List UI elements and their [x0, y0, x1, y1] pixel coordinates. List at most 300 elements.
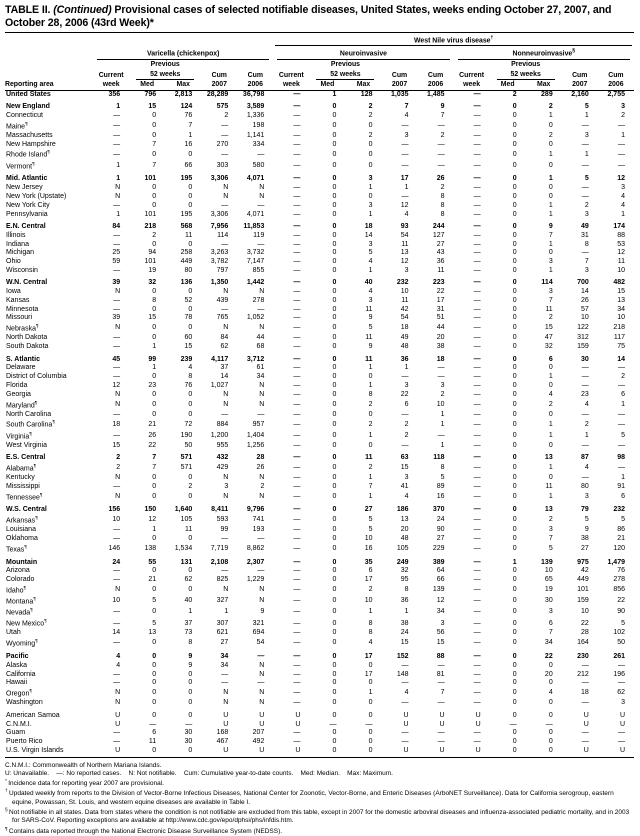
value-cell: — [581, 661, 589, 669]
value-cell: — [293, 364, 301, 372]
value-cell: — [293, 175, 301, 183]
value-cell: 0 [512, 586, 517, 594]
weeks52-label: 52 weeks [490, 69, 562, 80]
value-cell: 11 [365, 454, 373, 462]
group-neuroinvasive: Neuroinvasive [273, 46, 453, 59]
value-cell: 8 [440, 192, 445, 200]
footnote-marker: § [5, 808, 10, 814]
value-cell: 0 [512, 738, 517, 746]
value-cell: 75 [617, 343, 625, 351]
value-cell: — [293, 576, 301, 584]
value-cell: 47 [544, 334, 553, 342]
value-cell: 88 [617, 231, 625, 239]
value-cell: 261 [613, 653, 625, 660]
value-cell: — [437, 161, 445, 169]
value-cell: 0 [332, 314, 337, 322]
value-cell: 0 [332, 343, 337, 351]
value-cell: 18 [112, 420, 121, 428]
value-cell: 0 [188, 474, 193, 482]
value-cell: 0 [332, 111, 337, 119]
value-cell: 0 [512, 629, 517, 637]
reporting-area-cell: Nebraska¶ [6, 324, 39, 333]
value-cell: N [259, 192, 265, 200]
value-cell: 0 [188, 288, 193, 296]
cum-label: Cum [247, 71, 263, 79]
group-nonneuroinvasive: Nonneuroinvasive§ [454, 46, 634, 59]
value-cell: 0 [332, 619, 337, 627]
table-row [5, 161, 634, 172]
value-cell: — [401, 679, 409, 687]
value-cell: 0 [512, 576, 517, 584]
value-cell: — [437, 150, 445, 158]
value-cell: — [293, 90, 301, 98]
table-row [5, 503, 634, 515]
reporting-area-cell: District of Columbia [6, 373, 67, 381]
value-cell: 5 [440, 474, 445, 482]
value-cell: 0 [332, 441, 337, 449]
table-row [5, 526, 634, 535]
value-cell: N [259, 184, 265, 192]
value-cell: 2,755 [607, 90, 625, 98]
value-cell: 0 [512, 679, 517, 687]
reporting-area-cell: New Mexico¶ [6, 619, 47, 628]
value-cell: 955 [216, 441, 229, 449]
value-cell: 432 [216, 454, 229, 462]
value-cell: 439 [216, 296, 229, 304]
value-cell: — [618, 121, 625, 129]
value-cell: 150 [144, 506, 157, 514]
value-cell: 5 [621, 516, 625, 524]
value-cell: 0 [332, 535, 337, 543]
current-label: Current [278, 71, 304, 79]
value-cell: 50 [617, 639, 625, 647]
value-cell: 2 [548, 314, 553, 322]
value-cell: 0 [152, 334, 157, 342]
value-cell: 7 [152, 161, 157, 169]
value-cell: 0 [512, 343, 517, 351]
value-cell: 0 [152, 699, 157, 707]
value-cell: N [223, 474, 229, 482]
reporting-area-cell: E.S. Central [6, 454, 46, 462]
value-cell: 0 [548, 364, 553, 372]
value-cell: 244 [432, 222, 445, 230]
reporting-area-cell: South Carolina¶ [6, 420, 55, 429]
value-cell: 0 [512, 619, 517, 627]
value-cell: 39 [112, 279, 121, 287]
value-cell: — [618, 738, 625, 746]
value-cell: 62 [617, 689, 625, 697]
reporting-area-cell: South Dakota [6, 343, 49, 351]
year-2006-label: 2006 [237, 80, 273, 91]
value-cell: 1 [548, 266, 553, 274]
value-cell: 2 [621, 373, 625, 381]
value-cell: — [185, 720, 193, 728]
value-cell: 0 [332, 506, 337, 514]
value-cell: 10 [580, 608, 589, 616]
footnote-text: U: Unavailable. —: No reported cases. N: Not notifiable. Cum: Cumulative year-to-date counts. Med: Median. Max: Maximum. [5, 769, 393, 777]
value-cell: 128 [360, 90, 373, 98]
value-cell: — [581, 474, 589, 482]
value-cell: — [113, 364, 121, 372]
value-cell: 6 [621, 492, 625, 500]
value-cell: 2 [548, 131, 553, 139]
value-cell: 15 [544, 324, 553, 332]
value-cell: 57 [580, 305, 589, 313]
value-cell: 580 [252, 161, 265, 169]
value-cell: — [473, 240, 481, 248]
value-cell: 14 [617, 355, 625, 363]
value-cell: 0 [332, 670, 337, 678]
value-cell: — [293, 661, 301, 669]
value-cell: 60 [184, 334, 193, 342]
value-cell: 0 [512, 111, 517, 119]
value-cell: 1,200 [210, 431, 229, 439]
value-cell: 1 [440, 410, 445, 418]
value-cell: 4,071 [246, 175, 265, 183]
value-cell: 1 [548, 240, 553, 248]
value-cell: 1 [368, 266, 373, 274]
value-cell: 14 [112, 629, 121, 637]
value-cell: 4 [621, 192, 625, 200]
value-cell: — [473, 474, 481, 482]
value-cell: 3 [584, 266, 589, 274]
table-row [5, 323, 634, 334]
value-cell: 11,853 [243, 222, 265, 230]
value-cell: 0 [368, 699, 373, 707]
value-cell: 124 [180, 103, 193, 111]
value-cell: 198 [252, 121, 265, 129]
value-cell: — [581, 140, 589, 148]
value-cell: 8 [440, 210, 445, 218]
value-cell: — [581, 699, 589, 707]
value-cell: N [259, 661, 265, 669]
value-cell: 42 [580, 567, 589, 575]
value-cell: 34 [256, 373, 265, 381]
value-cell: U [201, 747, 237, 757]
value-cell: — [293, 689, 301, 697]
value-cell: 0 [512, 526, 517, 534]
value-cell: — [113, 482, 121, 490]
table-row [5, 121, 634, 132]
value-cell: — [293, 390, 301, 398]
reporting-area-cell: Oregon¶ [6, 689, 32, 698]
value-cell: 5 [368, 516, 373, 524]
value-cell: 0 [152, 111, 157, 119]
footnotes [5, 762, 634, 836]
value-cell: — [293, 679, 301, 687]
value-cell: 5 [584, 516, 589, 524]
value-cell: 2 [440, 184, 445, 192]
value-cell: 12 [400, 201, 409, 209]
value-cell: 9 [188, 653, 193, 660]
value-cell: 303 [216, 161, 229, 169]
value-cell: 4 [621, 201, 625, 209]
value-cell: 321 [252, 619, 265, 627]
value-cell: 0 [490, 747, 526, 757]
value-cell: 1 [584, 431, 589, 439]
value-cell: — [473, 619, 481, 627]
reporting-area-cell: Texas¶ [6, 544, 27, 554]
value-cell: — [293, 150, 301, 158]
cum-label: Cum [608, 71, 624, 79]
value-cell: 0 [512, 279, 517, 287]
value-cell: 4 [584, 464, 589, 472]
value-cell: — [293, 324, 301, 332]
value-cell: 11 [401, 296, 409, 304]
value-cell: 1 [368, 381, 373, 389]
reporting-area-cell: Alaska [6, 661, 28, 669]
value-cell: 90 [436, 526, 445, 534]
value-cell: — [581, 364, 589, 372]
value-cell: — [221, 240, 229, 248]
value-cell: — [293, 231, 301, 239]
value-cell: 32 [544, 343, 553, 351]
value-cell: — [473, 738, 481, 746]
weeks52-label: 52 weeks [129, 69, 201, 80]
value-cell: 12 [617, 175, 625, 183]
value-cell: — [221, 305, 229, 313]
value-cell: 21 [148, 420, 157, 428]
subheader-row-1 [5, 69, 634, 80]
value-cell: N [115, 184, 121, 192]
value-cell: 0 [512, 400, 517, 408]
value-cell: 0 [512, 222, 517, 230]
value-cell: 13 [400, 516, 409, 524]
value-cell: 0 [368, 140, 373, 148]
value-cell: — [293, 729, 301, 737]
value-cell: 13 [148, 629, 157, 637]
spacer-cell [5, 69, 93, 80]
value-cell: 93 [400, 222, 409, 230]
value-cell: 30 [184, 729, 193, 737]
value-cell: 17 [364, 576, 373, 584]
value-cell: 1,027 [210, 381, 229, 389]
value-cell: 2,160 [571, 90, 589, 98]
reporting-area-cell: Georgia [6, 390, 31, 398]
table-row [5, 679, 634, 688]
reporting-area-cell: Minnesota [6, 305, 39, 313]
value-cell: 3 [584, 210, 589, 218]
value-cell: 9 [188, 661, 193, 669]
value-cell: 7 [548, 535, 553, 543]
value-cell: 1,141 [246, 131, 265, 139]
value-cell: 152 [396, 653, 409, 660]
value-cell: 1 [548, 420, 553, 428]
value-cell: 0 [368, 711, 373, 719]
value-cell: 136 [180, 279, 193, 287]
value-cell: 6 [621, 390, 625, 398]
value-cell: — [293, 305, 301, 313]
value-cell: 41 [400, 482, 409, 490]
value-cell: 40 [364, 279, 373, 287]
value-cell: 0 [332, 161, 337, 169]
table-row [5, 100, 634, 112]
value-cell: 229 [432, 545, 445, 553]
table-row [5, 232, 634, 241]
value-cell: — [581, 184, 589, 192]
value-cell: N [223, 390, 229, 398]
table-number: TABLE II. [5, 4, 51, 16]
value-cell: — [618, 679, 625, 687]
value-cell: 26 [580, 296, 589, 304]
value-cell: 4 [584, 400, 589, 408]
value-cell: 1 [621, 131, 625, 139]
value-cell: 36 [400, 355, 409, 363]
value-cell: — [293, 373, 301, 381]
value-cell: 27 [580, 545, 589, 553]
value-cell: 28,289 [206, 90, 229, 98]
value-cell: 0 [512, 249, 517, 257]
value-cell: 15 [112, 441, 121, 449]
value-cell: 2 [368, 131, 373, 139]
value-cell: — [293, 140, 301, 148]
table-row [5, 431, 634, 442]
value-cell: 80 [580, 482, 589, 490]
value-cell: 66 [184, 161, 193, 169]
value-cell: 20 [436, 334, 445, 342]
value-cell: — [293, 441, 301, 449]
group-header-row [5, 46, 634, 59]
row-footnote-mark: ¶ [33, 463, 37, 469]
value-cell: — [473, 400, 481, 408]
value-cell: — [473, 670, 481, 678]
value-cell: 0 [152, 474, 157, 482]
value-cell: 174 [613, 222, 625, 230]
value-cell: 0 [152, 586, 157, 594]
value-cell: 1 [404, 364, 409, 372]
value-cell: 0 [512, 305, 517, 313]
value-cell: 146 [108, 545, 121, 553]
value-cell: 30 [544, 597, 553, 605]
value-cell: 0 [512, 192, 517, 200]
value-cell: 37 [220, 364, 229, 372]
value-cell: — [257, 150, 265, 158]
value-cell: 1 [152, 526, 157, 534]
value-cell: 1 [548, 431, 553, 439]
value-cell: 0 [188, 410, 193, 418]
value-cell: 4 [548, 689, 553, 697]
value-cell: 12 [148, 516, 157, 524]
max-label: Max [165, 80, 201, 91]
value-cell: — [401, 441, 409, 449]
value-cell: 22 [544, 653, 553, 660]
reporting-area-cell: New York (Upstate) [6, 192, 67, 200]
value-cell: 10 [580, 314, 589, 322]
value-cell: 42 [400, 305, 409, 313]
value-cell: 48 [400, 535, 409, 543]
value-cell: 79 [580, 506, 589, 514]
cum-label: Cum [572, 71, 588, 79]
value-cell: — [473, 629, 481, 637]
value-cell: 4 [188, 364, 193, 372]
value-cell: 1 [548, 150, 553, 158]
value-cell: 8 [368, 390, 373, 398]
value-cell: 3 [548, 526, 553, 534]
value-cell: — [293, 334, 301, 342]
reporting-area-cell: United States [6, 90, 51, 98]
value-cell: 2 [116, 464, 121, 472]
value-cell: 5 [152, 597, 157, 605]
value-cell: 87 [580, 454, 589, 462]
value-cell: 15 [436, 639, 445, 647]
value-cell: N [115, 288, 121, 296]
value-cell: U [598, 747, 634, 757]
value-cell: 127 [432, 231, 445, 239]
reporting-area-cell: Pacific [6, 653, 29, 660]
value-cell: 101 [144, 258, 157, 266]
value-cell: 0 [332, 729, 337, 737]
value-cell: 0 [512, 482, 517, 490]
value-cell: 0 [332, 629, 337, 637]
value-cell: — [473, 150, 481, 158]
value-cell: 37 [184, 619, 193, 627]
value-cell: 16 [436, 492, 445, 500]
value-cell: 22 [617, 597, 625, 605]
value-cell: 0 [512, 296, 517, 304]
value-cell: 1 [548, 464, 553, 472]
value-cell: 0 [332, 355, 337, 363]
value-cell: — [293, 492, 301, 500]
value-cell: 0 [152, 192, 157, 200]
value-cell: 0 [332, 103, 337, 111]
value-cell: 232 [613, 506, 625, 514]
value-cell: 1 [368, 608, 373, 616]
row-footnote-mark: ¶ [30, 608, 33, 614]
value-cell: 0 [512, 474, 517, 482]
value-cell: 0 [188, 400, 193, 408]
value-cell: — [581, 249, 589, 257]
value-cell: 0 [512, 364, 517, 372]
value-cell: 11 [401, 240, 409, 248]
value-cell: — [293, 222, 301, 230]
reporting-area-cell: Maine¶ [6, 121, 28, 131]
value-cell: 61 [256, 364, 265, 372]
value-cell: N [259, 670, 265, 678]
value-cell: 0 [332, 390, 337, 398]
value-cell: 0 [188, 711, 193, 719]
value-cell: — [293, 201, 301, 209]
value-cell: 13 [617, 296, 625, 304]
table-row [5, 688, 634, 699]
reporting-area-cell: California [6, 670, 36, 678]
value-cell: 5 [621, 619, 625, 627]
value-cell: 11 [545, 482, 553, 490]
reporting-area-cell: Arkansas¶ [6, 516, 38, 525]
reporting-area-cell: New York City [6, 201, 50, 209]
value-cell: 9,796 [246, 506, 265, 514]
value-cell: 1 [584, 111, 589, 119]
value-cell: 1 [368, 492, 373, 500]
value-cell: U [562, 747, 598, 757]
value-cell: — [473, 390, 481, 398]
value-cell: 48 [400, 343, 409, 351]
value-cell: — [473, 161, 481, 169]
row-footnote-mark: ¶ [29, 431, 32, 437]
value-cell: 0 [512, 689, 517, 697]
value-cell: 3 [621, 184, 625, 192]
value-cell: — [473, 175, 481, 183]
footnote-text: Not notifiable in all states. Data from states where the condition is not notifiable are excluded from this table, except in 2007 for the domestic arboviral diseases and influenza-associated pediatric mortality, and in 2003 for SARS-CoV. Reporting exceptions are available at http://www.cdc.gov/epo/dphsi/phs/infdis.htm. [9, 809, 632, 825]
value-cell: 4 [404, 111, 409, 119]
value-cell: — [401, 410, 409, 418]
value-cell: — [293, 526, 301, 534]
table-row [5, 411, 634, 420]
value-cell: 8 [440, 201, 445, 209]
value-cell: — [473, 679, 481, 687]
value-cell: 148 [396, 670, 409, 678]
reporting-area-cell: S. Atlantic [6, 355, 40, 363]
value-cell: 0 [548, 711, 553, 719]
